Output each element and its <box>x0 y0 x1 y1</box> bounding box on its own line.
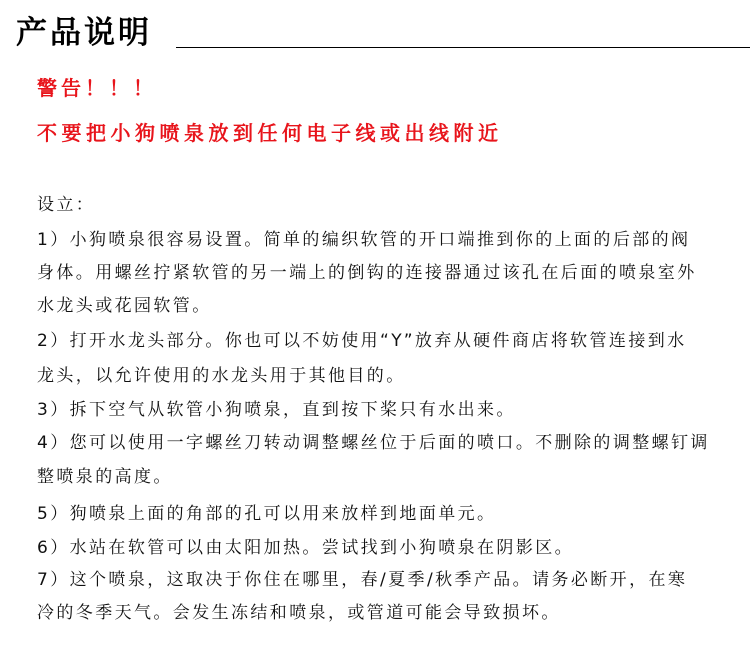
setup-line-1: 1）小狗喷泉很容易设置。简单的编织软管的开口端推到你的上面的后部的阀 <box>37 230 691 250</box>
setup-line-2: 身体。用螺丝拧紧软管的另一端上的倒钩的连接器通过该孔在后面的喷泉室外 <box>37 263 697 283</box>
setup-line-3: 水龙头或花园软管。 <box>37 296 212 316</box>
setup-heading: 设立： <box>37 195 96 215</box>
setup-line-11: 7）这个喷泉，这取决于你住在哪里，春/夏季/秋季产品。请务必断开，在寒 <box>37 570 688 590</box>
page-title: 产品说明 <box>16 15 152 51</box>
setup-line-10: 6）水站在软管可以由太阳加热。尝试找到小狗喷泉在阴影区。 <box>37 538 575 558</box>
title-divider <box>176 47 750 48</box>
setup-line-12: 冷的冬季天气。会发生冻结和喷泉，或管道可能会导致损坏。 <box>37 603 561 623</box>
warning-text: 不要把小狗喷泉放到任何电子线或出线附近 <box>37 121 503 145</box>
setup-line-8: 整喷泉的高度。 <box>37 467 173 487</box>
setup-line-6: 3）拆下空气从软管小狗喷泉，直到按下桨只有水出来。 <box>37 400 516 420</box>
setup-line-4: 2）打开水龙头部分。你也可以不妨使用“Y”放弃从硬件商店将软管连接到水 <box>37 331 687 351</box>
setup-line-5: 龙头，以允许使用的水龙头用于其他目的。 <box>37 366 406 386</box>
setup-line-9: 5）狗喷泉上面的角部的孔可以用来放样到地面单元。 <box>37 504 497 524</box>
warning-heading: 警告！！！ <box>37 76 157 100</box>
setup-line-7: 4）您可以使用一字螺丝刀转动调整螺丝位于后面的喷口。不删除的调整螺钉调 <box>37 433 710 453</box>
